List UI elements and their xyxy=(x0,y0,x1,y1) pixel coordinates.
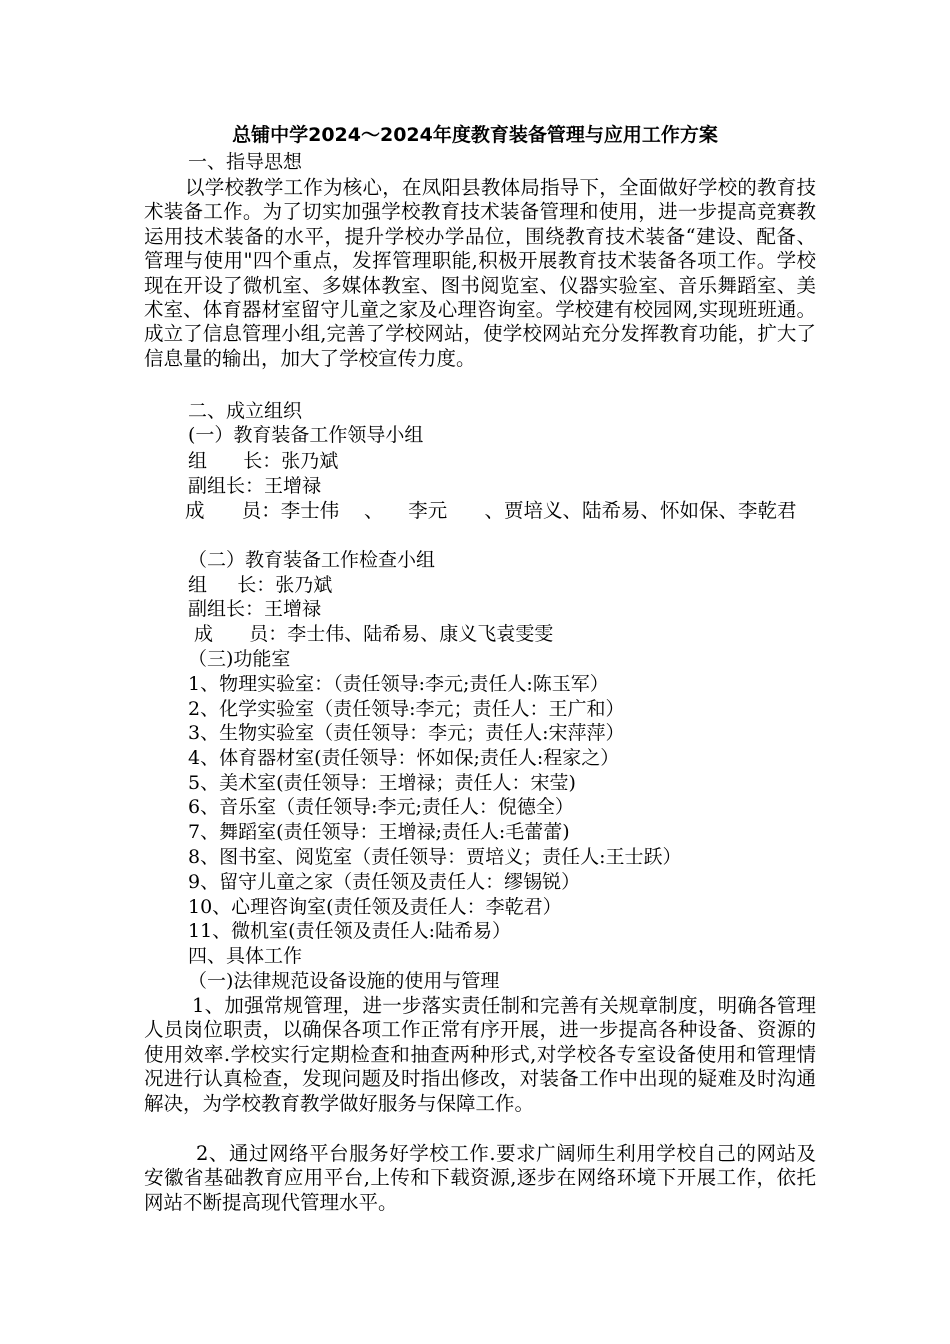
inspection-group-leader: 组 长：张乃斌 xyxy=(188,574,333,596)
subsection-heading-equipment-management: （一)法律规范设备设施的使用与管理 xyxy=(188,970,500,992)
inspection-group-heading: （二）教育装备工作检查小组 xyxy=(188,549,436,571)
room-item: 8、图书室、阅览室（责任领导：贾培义；责任人:王士跃） xyxy=(188,846,682,868)
room-item: 1、物理实验室：（责任领导:李元;责任人:陈玉军） xyxy=(188,673,609,695)
section-heading-organization: 二、成立组织 xyxy=(188,400,303,422)
guiding-ideology-paragraph: 以学校教学工作为核心，在凤阳县教体局指导下，全面做好学校的教育技术装备工作。为了切实加强学校教育技术装备管理和使用，进一步提高竞赛教运用技术装备的水平，提升学校办学品位，围绕教育技术装备“建设、配备、管理与使用"四个重点，发挥管理职能,积极开展教育技术装备各项工作。学校现在开设了微机室、多媒体教室、图书阅览室、仪器实验室、音乐舞蹈室、美术室、体育器材室留守儿童之家及心理咨询室。学校建有校园网,实现班班通。成立了信息管理小组,完善了学校网站，使学校网站充分发挥教育功能，扩大了信息量的输出，加大了学校宣传力度。 xyxy=(144,176,816,370)
work-item-1-paragraph: 1、加强常规管理，进一步落实责任制和完善有关规章制度，明确各管理人员岗位职责，以确保各项工作正常有序开展，进一步提高各种设备、资源的使用效率.学校实行定期检查和抽查两种形式,对学校各专室设备使用和管理情况进行认真检查，发现问题及时指出修改，对装备工作中出现的疑难及时沟通解决，为学校教育教学做好服务与保障工作。 xyxy=(144,994,816,1115)
section-heading-guiding-ideology: 一、指导思想 xyxy=(188,151,303,173)
function-rooms-heading: （三)功能室 xyxy=(188,648,291,670)
room-item: 10、心理咨询室(责任领及责任人：李乾君） xyxy=(188,896,562,918)
inspection-group-members: 成 员：李士伟、陆希易、康义飞袁雯雯 xyxy=(194,623,554,645)
room-item: 6、音乐室（责任领导:李元;责任人：倪德全） xyxy=(188,796,574,818)
room-item: 3、生物实验室（责任领导：李元；责任人:宋萍萍） xyxy=(188,722,625,744)
room-item: 9、留守儿童之家（责任领及责任人：缪锡锐） xyxy=(188,871,581,893)
inspection-group-deputy: 副组长：王增禄 xyxy=(188,598,322,620)
room-item: 7、舞蹈室(责任领导：王增禄;责任人:毛蕾蕾) xyxy=(188,821,570,843)
room-item: 2、化学实验室（责任领导:李元；责任人：王广和） xyxy=(188,698,625,720)
room-item: 11、微机室(责任领及责任人:陆希易） xyxy=(188,920,511,942)
room-item: 4、体育器材室(责任领导：怀如保;责任人:程家之） xyxy=(188,747,620,769)
document-title: 总铺中学2024～2024年度教育装备管理与应用工作方案 xyxy=(232,124,718,146)
leading-group-leader: 组 长：张乃斌 xyxy=(188,450,339,472)
leading-group-deputy: 副组长：王增禄 xyxy=(188,475,322,497)
work-item-2-paragraph: 2、通过网络平台服务好学校工作.要求广阔师生利用学校自己的网站及安徽省基础教育应用平台,上传和下载资源,逐步在网络环境下开展工作，依托网站不断提高现代管理水平。 xyxy=(144,1142,816,1214)
leading-group-heading: (一）教育装备工作领导小组 xyxy=(188,424,424,446)
leading-group-members: 成 员：李士伟 、 李元 、贾培义、陆希易、怀如保、李乾君 xyxy=(185,499,797,522)
room-item: 5、美术室(责任领导：王增禄；责任人：宋莹) xyxy=(188,772,576,794)
section-heading-specific-work: 四、具体工作 xyxy=(188,945,303,967)
